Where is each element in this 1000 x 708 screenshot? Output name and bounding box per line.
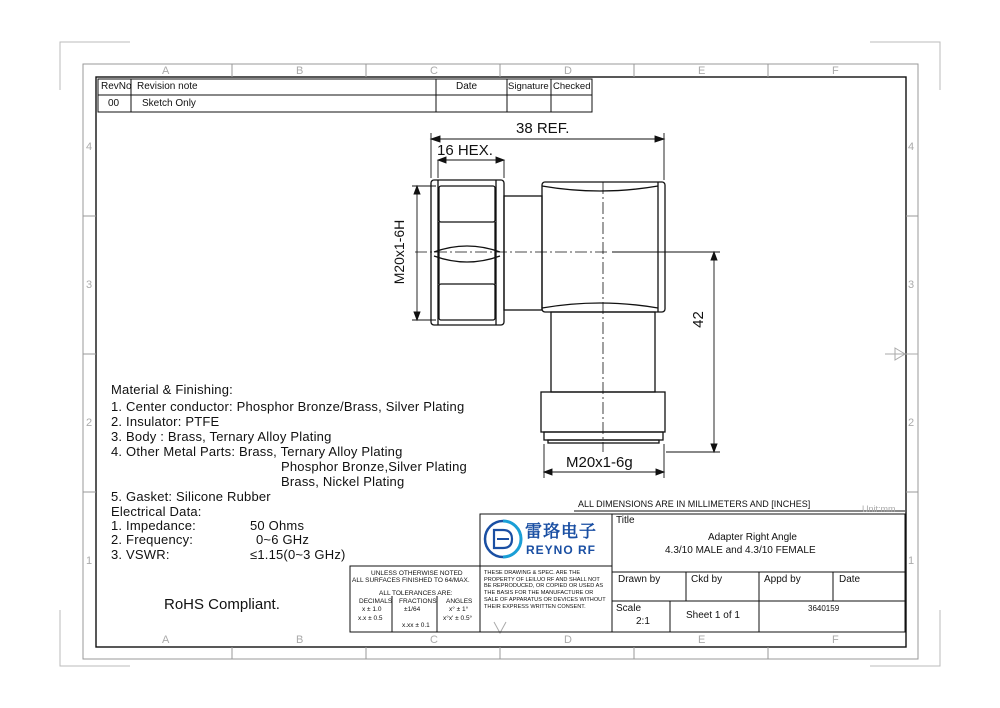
title-label: Title [616,515,635,526]
title-line-2: 4.3/10 MALE and 4.3/10 FEMALE [665,545,816,556]
date-label: Date [839,574,861,585]
zone-col-e-bottom: E [698,634,706,646]
rev-row-revno: 00 [108,98,120,109]
rev-header-checked: Checked [553,81,591,92]
material-item: 5. Gasket: Silicone Rubber [111,489,271,504]
zone-col-c-bottom: C [430,634,438,646]
electrical-value: 0~6 GHz [256,532,310,547]
dimension-lines [412,133,720,478]
zone-col-a-bottom: A [162,634,170,646]
zone-row-3-right: 3 [908,279,915,291]
tolerance-decimal-2: x.x ± 0.5 [358,615,383,622]
drawn-by-label: Drawn by [618,574,661,585]
zone-col-d-bottom: D [564,634,572,646]
part-number: 3640159 [808,604,840,613]
tolerance-line2: ALL SURFACES FINISHED TO 64/MAX. [352,577,470,584]
zone-col-e-top: E [698,65,706,77]
appd-by-label: Appd by [764,574,801,585]
tolerance-decimal-1: x ± 1.0 [362,606,382,613]
tolerance-line3: ALL TOLERANCES ARE: [379,590,453,597]
ckd-by-label: Ckd by [691,574,723,585]
zone-row-4-left: 4 [86,141,93,153]
property-note: THESE DRAWING & SPEC. ARE THE PROPERTY OF LEILUO RF AND SHALL NOT BE REPRODUCED, OR COPIED OR USED AS THE BASIS FOR THE MANUFACTURE OR SALE OF APPARATUS OR DEVICES WITHOUT THEIR EXPRESS WRITTEN CONSENT. [484,570,606,610]
material-item: 2. Insulator: PTFE [111,414,220,429]
connector-drawing [431,180,665,443]
electrical-heading: Electrical Data: [111,504,202,519]
sheet-number: Sheet 1 of 1 [686,610,740,621]
electrical-label: 1. Impedance: [111,518,196,533]
rev-header-note: Revision note [137,81,198,92]
electrical-value: 50 Ohms [250,518,305,533]
rev-header-signature: Signature [508,81,549,92]
zone-col-b-top: B [296,65,304,77]
company-name-cn: 雷珞电子 [525,522,597,541]
title-line-1: Adapter Right Angle [708,532,797,543]
dim-hex: 16 HEX. [437,142,493,159]
zone-col-f-top: F [832,65,839,77]
material-item: 1. Center conductor: Phosphor Bronze/Brass, Silver Plating [111,399,465,414]
zone-col-c-top: C [430,65,438,77]
dim-ref-length: 38 REF. [516,120,570,137]
tolerance-line1: UNLESS OTHERWISE NOTED [371,570,463,577]
material-item: Brass, Nickel Plating [281,474,405,489]
tolerance-angle-1: x° ± 1° [449,606,469,613]
material-item: 4. Other Metal Parts: Brass, Ternary Alloy Plating [111,444,403,459]
dim-male-thread: M20x1-6H [391,219,407,285]
tolerance-fraction-1: ±1/64 [404,606,421,613]
tolerance-header-fractions: FRACTIONS [399,598,437,605]
dim-female-thread: M20x1-6g [566,454,633,471]
material-item: Phosphor Bronze,Silver Plating [281,459,467,474]
electrical-value: ≤1.15(0~3 GHz) [250,547,346,562]
zone-row-1-right: 1 [908,555,915,567]
rev-row-note: Sketch Only [142,98,196,109]
inner-frame [96,77,906,647]
zone-row-3-left: 3 [86,279,93,291]
electrical-label: 3. VSWR: [111,547,170,562]
tolerance-header-angles: ANGLES [446,598,473,605]
materials-heading: Material & Finishing: [111,382,233,397]
unit-label: Unit:mm [862,504,896,514]
zone-col-d-top: D [564,65,572,77]
electrical-label: 2. Frequency: [111,532,194,547]
company-logo-icon [485,521,521,557]
zone-col-a-top: A [162,65,170,77]
company-name-en: REYNO RF [526,543,597,557]
zone-row-2-left: 2 [86,417,93,429]
tolerance-fraction-2: x.xx ± 0.1 [402,622,430,629]
scale-label: Scale [616,603,642,614]
material-item: 3. Body : Brass, Ternary Alloy Plating [111,429,332,444]
tolerance-angle-2: x°x' ± 0.5° [443,615,473,622]
zone-row-1-left: 1 [86,555,93,567]
zone-col-b-bottom: B [296,634,304,646]
rohs-note: RoHS Compliant. [164,596,280,613]
rev-header-date: Date [456,81,478,92]
rev-header-revno: RevNo [101,81,132,92]
scale-value: 2:1 [636,616,650,627]
zone-row-4-right: 4 [908,141,915,153]
dim-height: 42 [689,311,707,328]
dimension-units-note: ALL DIMENSIONS ARE IN MILLIMETERS AND [INCHES] [578,499,811,509]
zone-col-f-bottom: F [832,634,839,646]
tolerance-header-decimals: DECIMALS [359,598,393,605]
zone-row-2-right: 2 [908,417,915,429]
